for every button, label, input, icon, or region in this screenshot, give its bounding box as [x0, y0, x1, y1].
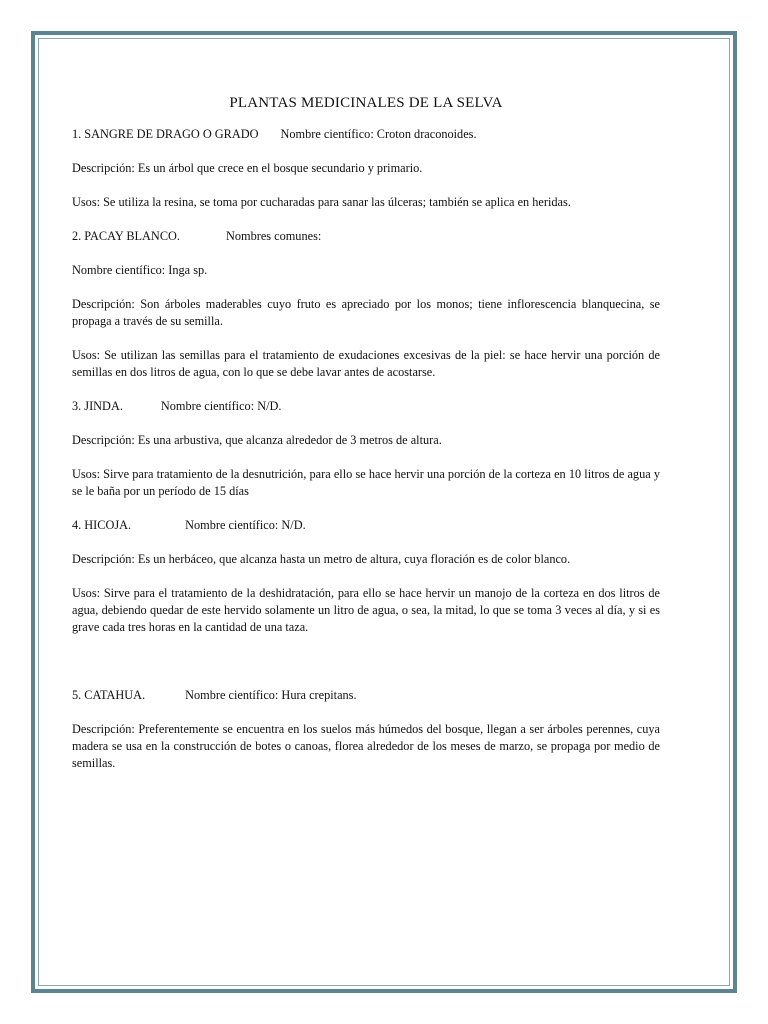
section-paragraph: Descripción: Es un herbáceo, que alcanza hasta un metro de altura, cuya floración es de color blanco. — [72, 552, 571, 566]
document-body — [72, 89, 660, 789]
section-heading — [72, 228, 660, 245]
section-paragraph: Descripción: Son árboles maderables cuyo fruto es apreciado por los monos; tiene inflorescencia blanquecina, se propaga a través de su semilla. — [72, 297, 660, 328]
section-title: 5. CATAHUA. — [72, 688, 146, 702]
section-heading-note: Nombre científico: N/D. — [160, 399, 282, 413]
section-title: 2. PACAY BLANCO. — [72, 229, 180, 243]
section-heading-note: Nombre científico: Hura crepitans. — [185, 688, 357, 702]
section-heading — [72, 398, 660, 415]
section-heading-note: Nombre científico: N/D. — [185, 518, 306, 532]
section-title: 4. HICOJA. — [72, 518, 132, 532]
section-heading — [72, 126, 660, 143]
section-paragraph: Usos: Se utilizan las semillas para el tratamiento de exudaciones excesivas de la piel: se hace hervir una porción de semillas en dos litros de agua, con lo que se debe lavar antes de acostarse. — [72, 348, 660, 379]
section-paragraph: Usos: Sirve para el tratamiento de la deshidratación, para ello se hace hervir un manojo de la corteza en dos litros de agua, debiendo quedar de este hervido solamente un litro de agua, o sea, la mitad, lo que se toma 3 veces al día, y si es grave cada tres horas en la cantidad de una taza. — [72, 586, 660, 634]
section-paragraph: Descripción: Es una arbustiva, que alcanza alrededor de 3 metros de altura. — [72, 433, 442, 447]
document-title: PLANTAS MEDICINALES DE LA SELVA — [229, 95, 503, 111]
section-paragraph: Descripción: Es un árbol que crece en el bosque secundario y primario. — [72, 161, 423, 175]
section-heading-note: Nombres comunes: — [225, 229, 322, 243]
section-title: 3. JINDA. — [72, 399, 123, 413]
blank-space — [72, 653, 660, 687]
section-heading — [72, 687, 660, 704]
section-heading-note: Nombre científico: Croton draconoides. — [280, 127, 477, 141]
section-paragraph: Nombre científico: Inga sp. — [72, 263, 208, 277]
section-paragraph: Usos: Se utiliza la resina, se toma por cucharadas para sanar las úlceras; también se aplica en heridas. — [72, 195, 571, 209]
section-heading — [72, 517, 660, 534]
section-paragraph: Descripción: Preferentemente se encuentra en los suelos más húmedos del bosque, llegan a ser árboles perennes, cuya madera se usa en la construcción de botes o canoas, florea alrededor de los meses de marzo, se propaga por medio de semillas. — [72, 722, 660, 770]
section-paragraph: Usos: Sirve para tratamiento de la desnutrición, para ello se hace hervir una porción de la corteza en 10 litros de agua y se le baña por un período de 15 días — [72, 467, 660, 498]
section-title: 1. SANGRE DE DRAGO O GRADO — [72, 127, 259, 141]
